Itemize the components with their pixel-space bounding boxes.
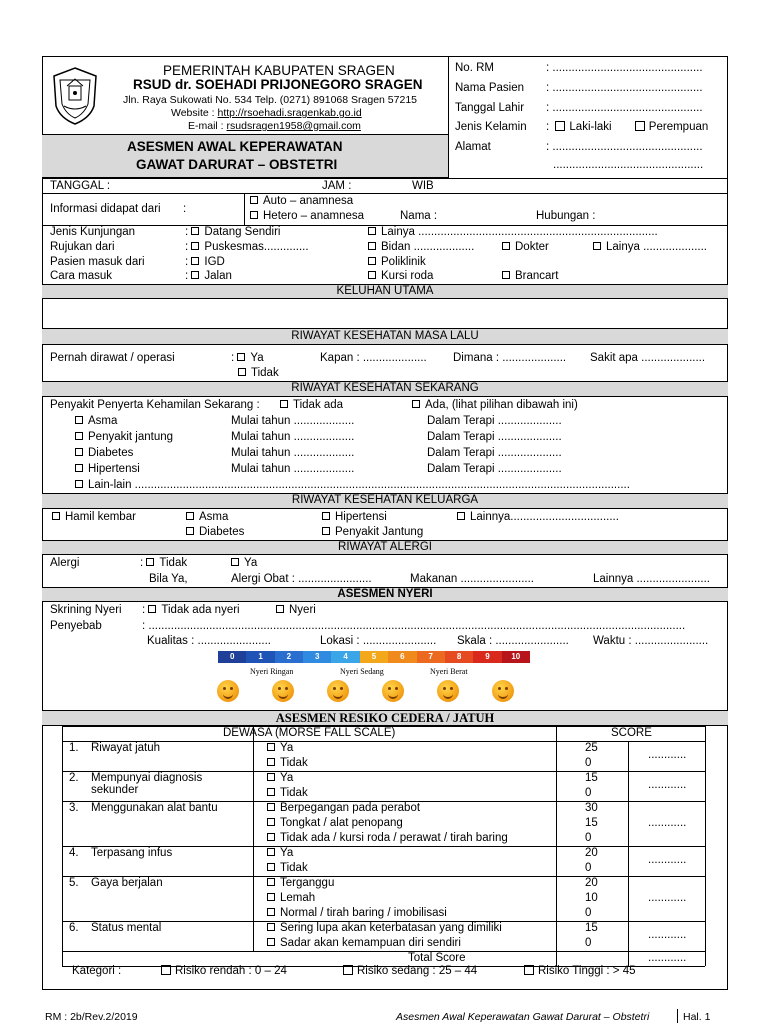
morse-score-field[interactable]: ............ <box>648 891 687 904</box>
section-resiko-jatuh: ASESMEN RESIKO CEDERA / JATUH <box>275 711 495 725</box>
morse-score-field[interactable]: ............ <box>648 816 687 829</box>
field-kapan[interactable]: Kapan : .................... <box>320 352 427 364</box>
label-pernah-dirawat: Pernah dirawat / operasi <box>50 352 175 364</box>
morse-header-dewasa: DEWASA (MORSE FALL SCALE) <box>223 727 396 739</box>
footer-page: Hal. 1 <box>683 1011 711 1023</box>
checkbox-datang-sendiri[interactable]: : Datang Sendiri <box>185 226 281 238</box>
checkbox-risiko-rendah[interactable]: Risiko rendah : 0 – 24 <box>161 965 287 977</box>
checkbox-alergi-ya[interactable]: Ya <box>231 557 257 569</box>
checkbox-risiko-sedang[interactable]: Risiko sedang : 25 – 44 <box>343 965 477 977</box>
checkbox-keluarga-jantung[interactable]: Penyakit Jantung <box>322 526 423 538</box>
checkbox-dirawat-ya[interactable]: : Ya <box>231 352 264 364</box>
kabupaten-sragen-logo <box>50 66 100 126</box>
label-nama-pasien: Nama Pasien <box>455 82 525 94</box>
field-no-rm[interactable]: : ............................................... <box>546 62 703 74</box>
pain-scale-cell: 5 <box>360 651 388 663</box>
morse-row-number: 1. <box>69 742 79 754</box>
checkbox-penyerta-tidak-ada[interactable]: Tidak ada <box>280 399 343 411</box>
checkbox-keluarga-diabetes[interactable]: Diabetes <box>186 526 244 538</box>
field-tanggal-lahir[interactable]: : ............................................... <box>546 102 703 114</box>
field-alamat[interactable]: : ............................................... <box>546 141 703 153</box>
section-keluarga: RIWAYAT KESEHATAN KELUARGA <box>291 494 479 506</box>
morse-option-checkbox[interactable]: Normal / tirah baring / imobilisasi <box>267 907 447 919</box>
form-title-2: GAWAT DARURAT – OBSTETRI <box>136 157 338 172</box>
morse-option-checkbox[interactable]: Tidak <box>267 757 308 769</box>
morse-score-value: 15 <box>585 922 598 935</box>
pain-scale-cell: 4 <box>331 651 359 663</box>
morse-option-checkbox[interactable]: Sering lupa akan keterbatasan yang dimiliki <box>267 922 502 934</box>
label-rujukan: Rujukan dari <box>50 241 115 253</box>
label-nyeri-sedang: Nyeri Sedang <box>340 667 384 676</box>
field-penyebab[interactable]: : ........................................................................................................................................................................ <box>142 620 686 632</box>
morse-option-checkbox[interactable]: Terganggu <box>267 877 334 889</box>
pain-scale-cell: 1 <box>246 651 274 663</box>
website-row <box>171 107 362 119</box>
morse-option-checkbox[interactable]: Tidak ada / kursi roda / perawat / tirah baring <box>267 832 508 844</box>
morse-option-checkbox[interactable]: Berpegangan pada perabot <box>267 802 420 814</box>
morse-row-number: 6. <box>69 922 79 935</box>
label-penyakit-penyerta: Penyakit Penyerta Kehamilan Sekarang : <box>50 399 260 411</box>
section-keluhan-utama: KELUHAN UTAMA <box>336 285 434 297</box>
morse-score-field[interactable]: ............ <box>648 929 687 942</box>
morse-score-value: 0 <box>585 906 592 919</box>
checkbox-bidan[interactable]: Bidan ................... <box>368 241 474 253</box>
morse-row-number: 5. <box>69 877 79 890</box>
field-kualitas[interactable]: Kualitas : ....................... <box>147 635 271 647</box>
field-diabetes-terapi[interactable]: Dalam Terapi .................... <box>427 447 562 459</box>
pain-scale-cell: 3 <box>303 651 331 663</box>
label-penyebab: Penyebab <box>50 620 102 632</box>
face-10-icon <box>492 680 514 702</box>
morse-option-checkbox[interactable]: Tidak <box>267 787 308 799</box>
checkbox-keluarga-asma[interactable]: Asma <box>186 511 228 523</box>
section-sekarang: RIWAYAT KESEHATAN SEKARANG <box>291 382 479 394</box>
label-wib: WIB <box>412 180 434 192</box>
label-jenis-kelamin: Jenis Kelamin <box>455 121 527 133</box>
morse-score-value: 20 <box>585 877 598 890</box>
label-alamat: Alamat <box>455 141 491 153</box>
field-jantung-mulai[interactable]: Mulai tahun ................... <box>231 431 355 443</box>
gov-name: PEMERINTAH KABUPATEN SRAGEN <box>163 63 395 78</box>
label-bila-ya: Bila Ya, <box>149 573 188 585</box>
pain-scale-cell: 8 <box>445 651 473 663</box>
morse-total-label: Total Score <box>408 952 466 965</box>
section-nyeri: ASESMEN NYERI <box>337 588 433 600</box>
field-alergi-obat[interactable]: Alergi Obat : ....................... <box>231 573 372 585</box>
label-tanggal: TANGGAL : <box>50 180 111 192</box>
morse-row-label: Menggunakan alat bantu <box>91 802 218 815</box>
label-cara-masuk: Cara masuk <box>50 270 112 282</box>
checkbox-keluarga-hipertensi[interactable]: Hipertensi <box>322 511 387 523</box>
morse-row-label: Terpasang infus <box>91 847 173 860</box>
checkbox-puskesmas[interactable]: : Puskesmas.............. <box>185 241 309 253</box>
field-hipertensi-mulai[interactable]: Mulai tahun ................... <box>231 463 355 475</box>
pain-scale-cell: 0 <box>218 651 246 663</box>
morse-option-checkbox[interactable]: Lemah <box>267 892 315 904</box>
field-diabetes-mulai[interactable]: Mulai tahun ................... <box>231 447 355 459</box>
morse-score-value: 0 <box>585 756 592 769</box>
field-asma-mulai[interactable]: Mulai tahun ................... <box>231 415 355 427</box>
checkbox-nyeri[interactable]: Nyeri <box>276 604 316 616</box>
face-2-icon <box>272 680 294 702</box>
label-jam: JAM : <box>322 180 352 192</box>
checkbox-dirawat-tidak[interactable]: Tidak <box>238 367 279 379</box>
morse-header-score: SCORE <box>611 727 652 739</box>
hospital-name: RSUD dr. SOEHADI PRIJONEGORO SRAGEN <box>133 77 423 92</box>
footer-rm-code: RM : 2b/Rev.2/2019 <box>45 1011 138 1023</box>
checkbox-asma[interactable]: Asma <box>75 415 117 427</box>
checkbox-kursi-roda[interactable]: Kursi roda <box>368 270 433 282</box>
morse-option-checkbox[interactable]: Ya <box>267 847 293 859</box>
field-alergi-makanan[interactable]: Makanan ....................... <box>410 573 534 585</box>
label-alergi: Alergi <box>50 557 80 569</box>
morse-score-value: 15 <box>585 772 598 785</box>
morse-score-value: 0 <box>585 786 592 799</box>
label-hubungan: Hubungan : <box>536 210 596 222</box>
morse-option-checkbox[interactable]: Tongkat / alat penopang <box>267 817 403 829</box>
morse-row-label: Gaya berjalan <box>91 877 163 890</box>
field-nama-pasien[interactable]: : ............................................... <box>546 82 703 94</box>
morse-score-field[interactable]: ............ <box>648 779 687 792</box>
label-tanggal-lahir: Tanggal Lahir <box>455 102 525 114</box>
label-nyeri-berat: Nyeri Berat <box>430 667 468 676</box>
morse-score-value: 20 <box>585 847 598 860</box>
checkbox-risiko-tinggi[interactable]: Risiko Tinggi : > 45 <box>524 965 635 977</box>
checkbox-brancart[interactable]: Brancart <box>502 270 558 282</box>
checkbox-tidak-ada-nyeri[interactable]: : Tidak ada nyeri <box>142 604 240 616</box>
label-jenis-kunjungan: Jenis Kunjungan <box>50 226 136 238</box>
checkbox-perempuan[interactable]: Perempuan <box>635 121 708 133</box>
form-title-1: ASESMEN AWAL KEPERAWATAN <box>127 139 343 154</box>
morse-option-checkbox[interactable]: Ya <box>267 742 293 754</box>
morse-row-number: 3. <box>69 802 79 815</box>
morse-score-value: 10 <box>585 892 598 904</box>
field-lokasi[interactable]: Lokasi : ....................... <box>320 635 437 647</box>
checkbox-laki-laki[interactable]: Laki-laki <box>555 121 611 133</box>
morse-total-field[interactable]: ............ <box>648 952 687 965</box>
face-0-icon <box>217 680 239 702</box>
pain-scale-cell: 6 <box>388 651 416 663</box>
checkbox-lain-lain[interactable]: Lain-lain ........................................................................................................................................................... <box>75 479 630 491</box>
face-4-icon <box>327 680 349 702</box>
field-sakit-apa[interactable]: Sakit apa .................... <box>590 352 706 364</box>
website-link[interactable]: http://rsoehadi.sragenkab.go.id <box>217 107 362 119</box>
checkbox-alergi-tidak[interactable]: : Tidak <box>140 557 188 569</box>
checkbox-hamil-kembar[interactable]: Hamil kembar <box>52 511 136 523</box>
pain-scale-cell: 2 <box>275 651 303 663</box>
morse-score-field[interactable]: ............ <box>648 854 687 867</box>
field-alamat-line-2[interactable]: ............................................... <box>553 159 704 171</box>
label-no-rm: No. RM <box>455 62 494 74</box>
checkbox-penyakit-jantung[interactable]: Penyakit jantung <box>75 431 173 443</box>
morse-score-value: 0 <box>585 936 592 949</box>
label-kategori: Kategori : <box>72 965 122 977</box>
morse-score-value: 30 <box>585 802 598 815</box>
pain-scale-bar <box>218 651 530 663</box>
checkbox-kunjungan-lainya[interactable]: Lainya ........................................................................... <box>368 226 658 238</box>
morse-row-number: 4. <box>69 847 79 860</box>
morse-row-label: Mempunyai diagnosis <box>91 772 203 785</box>
morse-row-label: sekunder <box>91 784 139 797</box>
website-label: Website : <box>171 107 215 119</box>
morse-score-value: 15 <box>585 817 598 829</box>
checkbox-jalan[interactable]: : Jalan <box>185 270 232 282</box>
email-label: E-mail : <box>188 120 224 132</box>
pain-scale-cell: 10 <box>502 651 530 663</box>
checkbox-penyerta-ada[interactable]: Ada, (lihat pilihan dibawah ini) <box>412 399 578 411</box>
morse-score-field[interactable]: ............ <box>648 749 687 762</box>
morse-row-label: Status mental <box>91 922 162 935</box>
label-nama-informan: Nama : <box>400 210 438 222</box>
field-dimana[interactable]: Dimana : .................... <box>453 352 567 364</box>
checkbox-keluarga-lainnya[interactable]: Lainnya.................................. <box>457 511 619 523</box>
morse-option-checkbox[interactable]: Ya <box>267 772 293 784</box>
email-link[interactable]: rsudsragen1958@gmail.com <box>226 120 361 132</box>
label-informasi: Informasi didapat dari <box>50 203 161 215</box>
section-masa-lalu: RIWAYAT KESEHATAN MASA LALU <box>291 330 479 342</box>
field-hipertensi-terapi[interactable]: Dalam Terapi .................... <box>427 463 562 475</box>
checkbox-diabetes[interactable]: Diabetes <box>75 447 133 459</box>
field-skala[interactable]: Skala : ....................... <box>457 635 569 647</box>
checkbox-hetero-anamnesa[interactable]: Hetero – anamnesa <box>250 210 364 222</box>
footer-form-title: Asesmen Awal Keperawatan Gawat Darurat – Obstetri <box>396 1011 650 1023</box>
face-8-icon <box>437 680 459 702</box>
field-jantung-terapi[interactable]: Dalam Terapi .................... <box>427 431 562 443</box>
morse-score-value: 0 <box>585 831 592 844</box>
field-keluhan-utama[interactable] <box>44 300 726 328</box>
hospital-address: Jln. Raya Sukowati No. 534 Telp. (0271) 891068 Sragen 57215 <box>123 94 418 106</box>
field-asma-terapi[interactable]: Dalam Terapi .................... <box>427 415 562 427</box>
field-waktu[interactable]: Waktu : ....................... <box>593 635 709 647</box>
field-alergi-lainnya[interactable]: Lainnya ....................... <box>593 573 710 585</box>
face-6-icon <box>382 680 404 702</box>
section-alergi: RIWAYAT ALERGI <box>338 541 432 553</box>
morse-row-label: Riwayat jatuh <box>91 742 161 754</box>
morse-score-value: 0 <box>585 861 592 874</box>
label-nyeri-ringan: Nyeri Ringan <box>250 667 294 676</box>
checkbox-poliklinik[interactable]: Poliklinik <box>368 256 426 268</box>
morse-option-checkbox[interactable]: Sadar akan kemampuan diri sendiri <box>267 937 461 949</box>
jenis-kelamin-options: : Laki-laki Perempuan <box>546 121 709 133</box>
checkbox-igd[interactable]: : IGD <box>185 256 225 268</box>
checkbox-dokter[interactable]: Dokter <box>502 241 549 253</box>
label-skrining-nyeri: Skrining Nyeri <box>50 604 122 616</box>
pain-scale-cell: 9 <box>473 651 501 663</box>
morse-score-value: 25 <box>585 742 598 754</box>
morse-row-number: 2. <box>69 772 79 785</box>
pain-scale-cell: 7 <box>417 651 445 663</box>
checkbox-auto-anamnesa[interactable]: Auto – anamnesa <box>250 195 353 207</box>
label-pasien-masuk: Pasien masuk dari <box>50 256 145 268</box>
checkbox-hipertensi[interactable]: Hipertensi <box>75 463 140 475</box>
checkbox-rujukan-lainya[interactable]: Lainya .................... <box>593 241 707 253</box>
morse-option-checkbox[interactable]: Tidak <box>267 862 308 874</box>
email-row <box>188 120 361 132</box>
